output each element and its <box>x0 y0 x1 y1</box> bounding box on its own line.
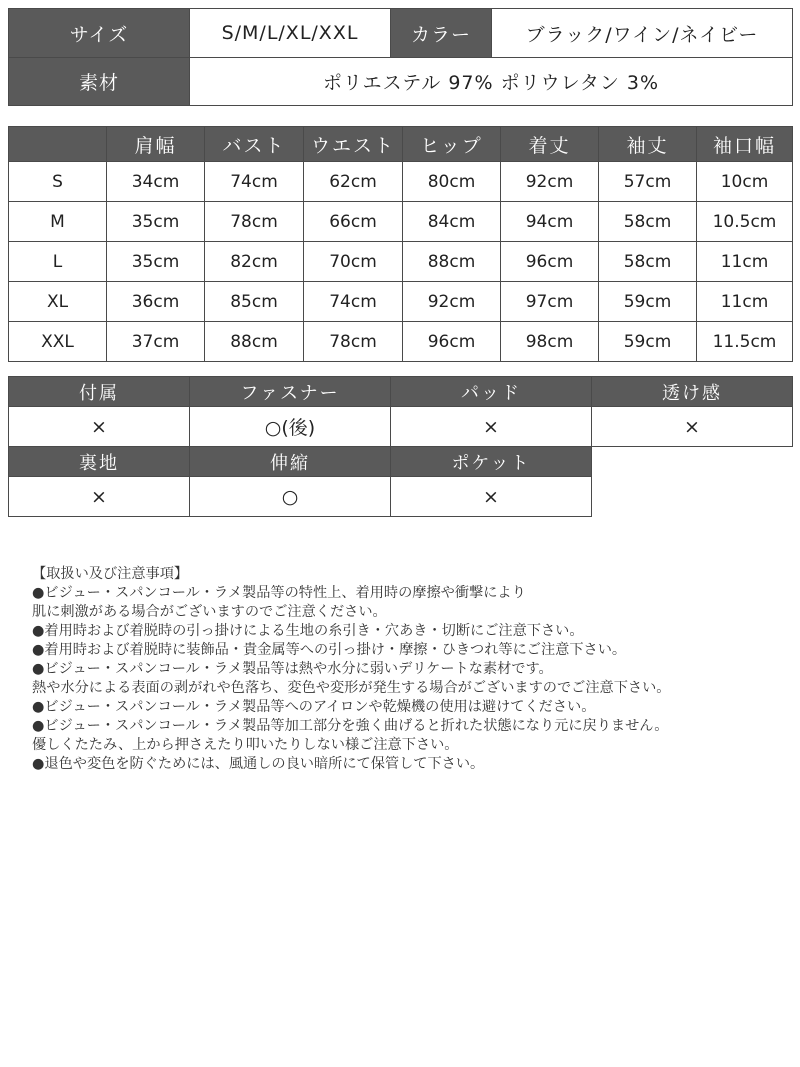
cuff-width-cell: 10.5cm <box>697 202 793 242</box>
size-header-waist: ウエスト <box>304 127 403 162</box>
size-name: M <box>9 202 107 242</box>
size-name: XXL <box>9 322 107 362</box>
table-row <box>9 162 793 202</box>
length-cell: 94cm <box>501 202 599 242</box>
waist-cell: 66cm <box>304 202 403 242</box>
material-value: ポリエステル 97% ポリウレタン 3% <box>190 58 793 106</box>
spec-row-size-color <box>9 9 793 58</box>
sheerness-label: 透け感 <box>592 377 793 407</box>
sheerness-value: × <box>592 407 793 447</box>
pad-label: パッド <box>391 377 592 407</box>
care-note-line: 優しくたたみ、上から押さえたり叩いたりしない様ご注意下さい。 <box>32 737 459 753</box>
size-header-bust: バスト <box>205 127 304 162</box>
hip-cell: 88cm <box>403 242 501 282</box>
size-name: L <box>9 242 107 282</box>
accessories-value: × <box>9 407 190 447</box>
waist-cell: 74cm <box>304 282 403 322</box>
bust-cell: 78cm <box>205 202 304 242</box>
care-note-line: ●退色や変色を防ぐためには、風通しの良い暗所にて保管して下さい。 <box>32 756 485 772</box>
feature-value-row <box>9 407 793 447</box>
table-row <box>9 322 793 362</box>
cuff-width-cell: 11.5cm <box>697 322 793 362</box>
shoulder-cell: 37cm <box>107 322 205 362</box>
table-row <box>9 242 793 282</box>
shoulder-cell: 35cm <box>107 242 205 282</box>
size-table <box>8 126 793 362</box>
waist-cell: 62cm <box>304 162 403 202</box>
length-cell: 97cm <box>501 282 599 322</box>
fastener-label: ファスナー <box>190 377 391 407</box>
empty-cell <box>592 477 793 517</box>
care-note-line: ●ビジュー・スパンコール・ラメ製品等の特性上、着用時の摩擦や衝撃により <box>32 585 526 601</box>
size-header-cuff-width: 袖口幅 <box>697 127 793 162</box>
care-note-line: ●ビジュー・スパンコール・ラメ製品等加工部分を強く曲げると折れた状態になり元に戻りません。 <box>32 718 669 734</box>
size-header-length: 着丈 <box>501 127 599 162</box>
material-label: 素材 <box>9 58 190 106</box>
stretch-value: ○ <box>190 477 391 517</box>
size-label: サイズ <box>9 9 190 58</box>
waist-cell: 70cm <box>304 242 403 282</box>
bust-cell: 82cm <box>205 242 304 282</box>
length-cell: 98cm <box>501 322 599 362</box>
shoulder-cell: 34cm <box>107 162 205 202</box>
bust-cell: 85cm <box>205 282 304 322</box>
feature-header-row <box>9 447 793 477</box>
size-header-sleeve-length: 袖丈 <box>599 127 697 162</box>
care-notes <box>32 565 792 774</box>
sleeve-length-cell: 57cm <box>599 162 697 202</box>
color-value: ブラック/ワイン/ネイビー <box>492 9 793 58</box>
waist-cell: 78cm <box>304 322 403 362</box>
sleeve-length-cell: 58cm <box>599 202 697 242</box>
empty-cell <box>592 447 793 477</box>
size-header-blank <box>9 127 107 162</box>
cuff-width-cell: 10cm <box>697 162 793 202</box>
feature-header-row <box>9 377 793 407</box>
shoulder-cell: 36cm <box>107 282 205 322</box>
feature-table <box>8 376 793 517</box>
fastener-value: ○(後) <box>190 407 391 447</box>
stretch-label: 伸縮 <box>190 447 391 477</box>
lining-value: × <box>9 477 190 517</box>
spec-row-material <box>9 58 793 106</box>
size-value: S/M/L/XL/XXL <box>190 9 391 58</box>
table-row <box>9 282 793 322</box>
care-note-line: ●着用時および着脱時の引っ掛けによる生地の糸引き・穴あき・切断にご注意下さい。 <box>32 623 584 639</box>
color-label: カラー <box>391 9 492 58</box>
size-header-shoulder: 肩幅 <box>107 127 205 162</box>
size-table-header <box>9 127 793 162</box>
care-note-line: ●ビジュー・スパンコール・ラメ製品等へのアイロンや乾燥機の使用は避けてください。 <box>32 699 596 715</box>
shoulder-cell: 35cm <box>107 202 205 242</box>
size-name: S <box>9 162 107 202</box>
size-name: XL <box>9 282 107 322</box>
pocket-label: ポケット <box>391 447 592 477</box>
spec-table <box>8 8 793 106</box>
hip-cell: 84cm <box>403 202 501 242</box>
bust-cell: 74cm <box>205 162 304 202</box>
sleeve-length-cell: 58cm <box>599 242 697 282</box>
size-header-hip: ヒップ <box>403 127 501 162</box>
care-note-line: 肌に刺激がある場合がございますのでご注意ください。 <box>32 604 387 620</box>
hip-cell: 92cm <box>403 282 501 322</box>
pad-value: × <box>391 407 592 447</box>
pocket-value: × <box>391 477 592 517</box>
hip-cell: 80cm <box>403 162 501 202</box>
accessories-label: 付属 <box>9 377 190 407</box>
lining-label: 裏地 <box>9 447 190 477</box>
cuff-width-cell: 11cm <box>697 282 793 322</box>
bust-cell: 88cm <box>205 322 304 362</box>
hip-cell: 96cm <box>403 322 501 362</box>
care-note-line: ●ビジュー・スパンコール・ラメ製品等は熱や水分に弱いデリケートな素材です。 <box>32 661 553 677</box>
cuff-width-cell: 11cm <box>697 242 793 282</box>
table-row <box>9 202 793 242</box>
feature-value-row <box>9 477 793 517</box>
length-cell: 96cm <box>501 242 599 282</box>
care-note-line: ●着用時および着脱時に装飾品・貴金属等への引っ掛け・摩擦・ひきつれ等にご注意下さい。 <box>32 642 627 658</box>
sleeve-length-cell: 59cm <box>599 322 697 362</box>
sleeve-length-cell: 59cm <box>599 282 697 322</box>
care-notes-heading: 【取扱い及び注意事項】 <box>32 566 189 582</box>
length-cell: 92cm <box>501 162 599 202</box>
care-note-line: 熱や水分による表面の剥がれや色落ち、変色や変形が発生する場合がございますのでご注意下さい。 <box>32 680 671 696</box>
